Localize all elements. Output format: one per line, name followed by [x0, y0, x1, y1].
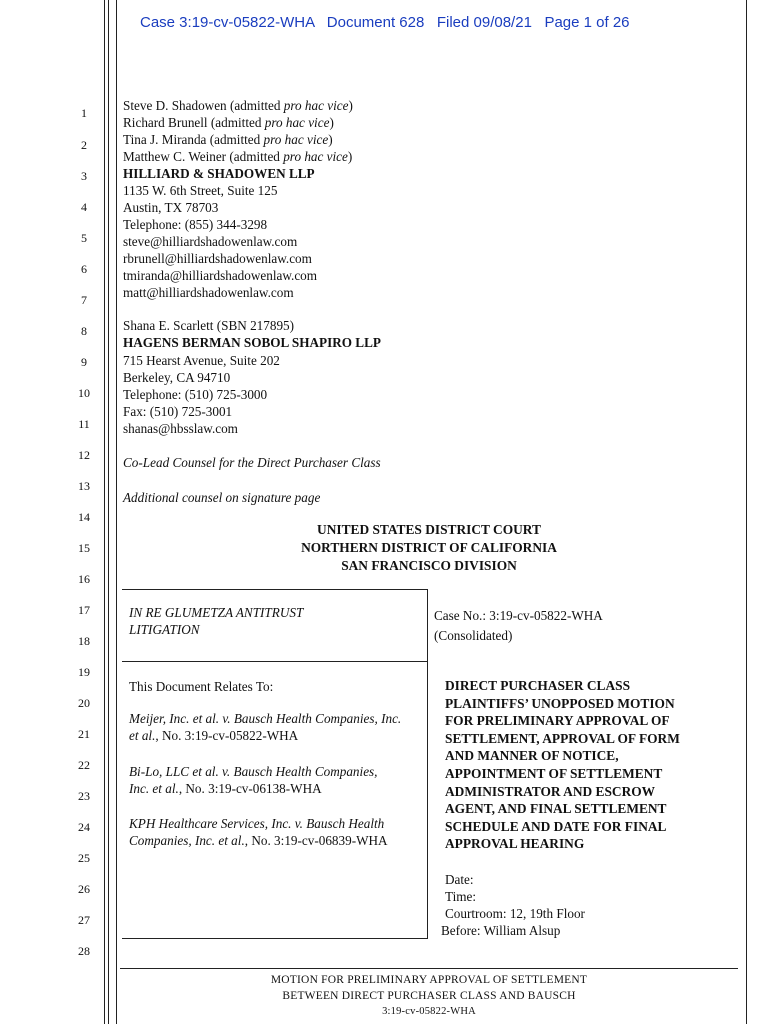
telephone: Telephone: (855) 344-3298 — [123, 217, 268, 232]
email: rbrunell@hilliardshadowenlaw.com — [123, 251, 312, 266]
caption-bottom-rule — [122, 938, 428, 939]
line-number: 24 — [78, 820, 90, 834]
hearing-time-label: Time: — [445, 889, 477, 904]
counsel-role: Co-Lead Counsel for the Direct Purchaser Class — [123, 455, 381, 470]
email: shanas@hbsslaw.com — [123, 421, 238, 436]
margin-rule-inner — [108, 0, 109, 1024]
consolidated-note: (Consolidated) — [434, 628, 513, 643]
court-division: SAN FRANCISCO DIVISION — [341, 558, 517, 573]
line-number: 23 — [78, 789, 90, 803]
margin-rule-right — [746, 0, 747, 1024]
attorney-line: Matthew C. Weiner (admitted pro hac vice) — [123, 149, 353, 164]
line-number: 5 — [81, 231, 87, 245]
line-number: 28 — [78, 944, 90, 958]
line-number: 18 — [78, 634, 90, 648]
line-number: 17 — [78, 603, 90, 617]
line-number: 12 — [78, 448, 90, 462]
line-number: 6 — [81, 262, 87, 276]
footer-rule — [120, 968, 738, 969]
header-page: Page 1 of 26 — [544, 14, 630, 31]
relates-to: This Document Relates To: — [129, 679, 274, 694]
caption-top-rule — [122, 589, 428, 590]
related-case: Meijer, Inc. et al. v. Bausch Health Companies, Inc. et al., No. 3:19-cv-05822-WHA — [129, 711, 402, 743]
line-number: 8 — [81, 324, 87, 338]
caption-divider — [427, 589, 428, 939]
additional-counsel-note: Additional counsel on signature page — [123, 490, 321, 505]
firm-name: HAGENS BERMAN SOBOL SHAPIRO LLP — [123, 335, 381, 350]
fax: Fax: (510) 725-3001 — [123, 404, 233, 419]
line-number: 13 — [78, 479, 90, 493]
line-number: 15 — [78, 541, 90, 555]
attorney-line: Tina J. Miranda (admitted pro hac vice) — [123, 132, 333, 147]
case-title: IN RE GLUMETZA ANTITRUST LITIGATION — [129, 605, 304, 637]
line-number: 26 — [78, 882, 90, 896]
margin-rule-outer — [104, 0, 105, 1024]
header-case-number: Case 3:19-cv-05822-WHA — [140, 14, 315, 31]
line-number: 4 — [81, 200, 87, 214]
line-number: 14 — [78, 510, 90, 524]
courtroom: Courtroom: 12, 19th Floor — [445, 906, 585, 921]
line-number: 7 — [81, 293, 87, 307]
email: tmiranda@hilliardshadowenlaw.com — [123, 268, 318, 283]
email: steve@hilliardshadowenlaw.com — [123, 234, 298, 249]
address-line: 1135 W. 6th Street, Suite 125 — [123, 183, 278, 198]
line-number: 11 — [78, 417, 90, 431]
court-district: NORTHERN DISTRICT OF CALIFORNIA — [301, 540, 557, 555]
margin-rule-text — [116, 0, 117, 1024]
judge: Before: William Alsup — [441, 923, 561, 938]
ecf-header — [140, 14, 630, 31]
line-number: 25 — [78, 851, 90, 865]
firm-name: HILLIARD & SHADOWEN LLP — [123, 166, 315, 181]
caption-mid-rule — [122, 661, 428, 662]
footer-title-line2: BETWEEN DIRECT PURCHASER CLASS AND BAUSCH — [282, 990, 576, 1002]
footer-title-line1: MOTION FOR PRELIMINARY APPROVAL OF SETTLEMENT — [270, 974, 588, 986]
address-line: 715 Hearst Avenue, Suite 202 — [123, 353, 280, 368]
header-document: Document 628 — [326, 14, 425, 31]
line-number: 20 — [78, 696, 90, 710]
line-number: 10 — [78, 386, 90, 400]
attorney-line: Richard Brunell (admitted pro hac vice) — [123, 115, 334, 130]
line-number: 21 — [78, 727, 90, 741]
line-number: 2 — [81, 138, 87, 152]
address-line: Austin, TX 78703 — [123, 200, 219, 215]
line-number: 3 — [81, 169, 87, 183]
hearing-date-label: Date: — [445, 872, 474, 887]
line-number: 16 — [78, 572, 90, 586]
court-name: UNITED STATES DISTRICT COURT — [317, 522, 541, 537]
line-number: 22 — [78, 758, 90, 772]
footer-case-number: 3:19-cv-05822-WHA — [382, 1006, 476, 1017]
line-number: 1 — [81, 106, 87, 120]
related-case: KPH Healthcare Services, Inc. v. Bausch Health Companies, Inc. et al., No. 3:19-cv-06839-WHA — [129, 816, 388, 848]
line-number: 27 — [78, 913, 90, 927]
case-number: Case No.: 3:19-cv-05822-WHA — [434, 608, 603, 623]
header-filed: Filed 09/08/21 — [436, 14, 532, 31]
attorney-line: Shana E. Scarlett (SBN 217895) — [123, 318, 295, 333]
address-line: Berkeley, CA 94710 — [123, 370, 231, 385]
telephone: Telephone: (510) 725-3000 — [123, 387, 268, 402]
attorney-line: Steve D. Shadowen (admitted pro hac vice) — [123, 98, 353, 113]
line-number: 19 — [78, 665, 90, 679]
line-number: 9 — [81, 355, 87, 369]
email: matt@hilliardshadowenlaw.com — [123, 285, 294, 300]
related-case: Bi-Lo, LLC et al. v. Bausch Health Companies, Inc. et al., No. 3:19-cv-06138-WHA — [129, 764, 378, 796]
motion-title: DIRECT PURCHASER CLASS PLAINTIFFS’ UNOPPOSED MOTION FOR PRELIMINARY APPROVAL OF SETTLEMENT, APPROVAL OF FORM AND MANNER OF NOTICE, APPOINTMENT OF SETTLEMENT ADMINISTRATOR AND ESCROW AGENT, AND FINAL SETTLEMENT SCHEDULE AND DATE FOR FINAL APPROVAL HEARING — [445, 678, 680, 852]
